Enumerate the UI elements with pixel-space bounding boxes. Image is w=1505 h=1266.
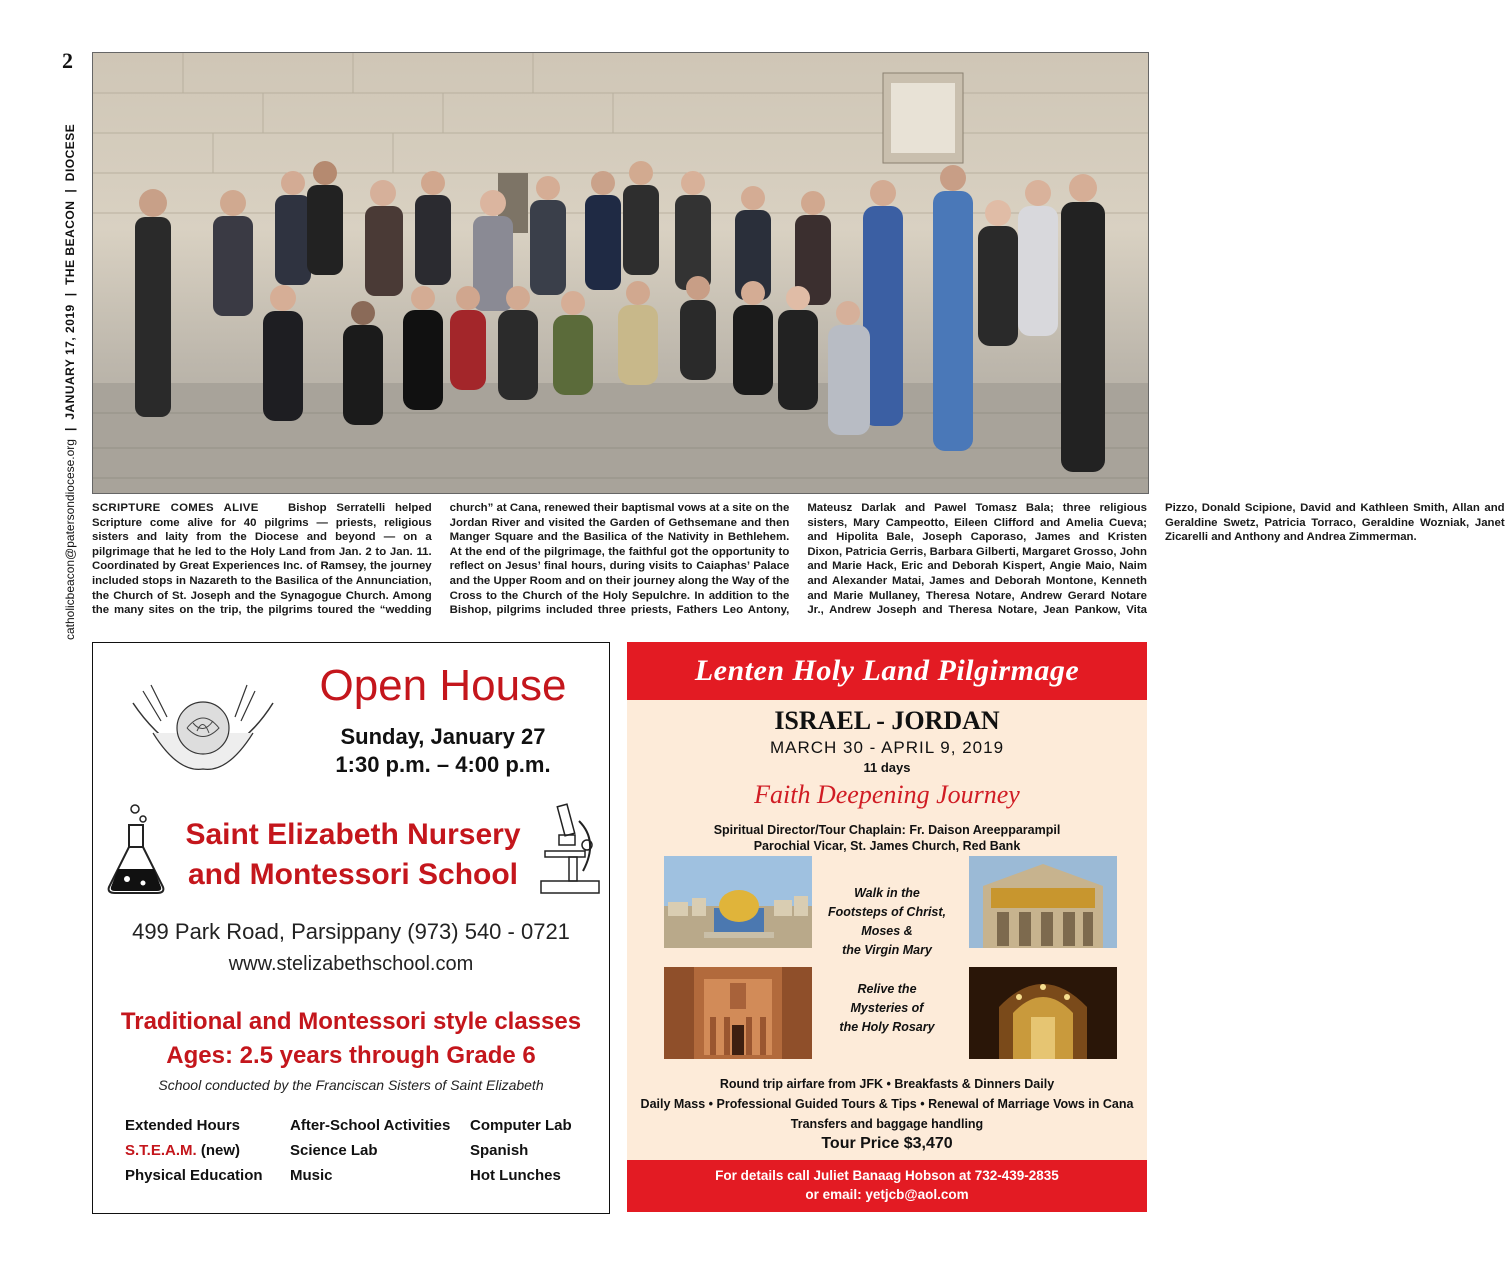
rail-separator: | (63, 427, 77, 432)
microscope-icon (539, 801, 603, 896)
group-photo-illustration (93, 53, 1148, 493)
petra-photo (664, 967, 812, 1059)
rail-section: DIOCESE (63, 123, 77, 182)
school-address-phone: 499 Park Road, Parsippany (973) 540 - 0721 (132, 919, 570, 944)
side-rail (58, 60, 82, 640)
spiritual-director (627, 822, 1147, 854)
dome-of-rock-photo (664, 856, 812, 948)
page-number: 2 (62, 48, 73, 73)
rail-date: JANUARY 17, 2019 (63, 304, 77, 420)
group-photo (92, 52, 1149, 494)
rail-separator: | (63, 189, 77, 193)
open-house-date-time (293, 723, 593, 779)
classes-offered (93, 1005, 609, 1073)
photo-caption (92, 501, 1505, 623)
school-website-link[interactable]: www.stelizabethschool.com (228, 953, 474, 975)
feature-item: Music (290, 1167, 333, 1184)
rail-email[interactable]: catholicbeacon@patersondiocese.org (63, 439, 77, 640)
pilgrimage-duration: 11 days (863, 760, 911, 775)
feature-item: Spanish (470, 1142, 529, 1159)
pilgrimage-tagline: Faith Deepening Journey (754, 780, 1020, 809)
open-house-time: 1:30 p.m. – 4:00 p.m. (335, 752, 551, 777)
open-house-date: Sunday, January 27 (340, 724, 546, 749)
pilgrimage-blurb-rosary: Relive the Mysteries of the Holy Rosary (839, 982, 935, 1034)
feature-item: Hot Lunches (470, 1167, 561, 1184)
open-house-title: Open House (319, 661, 567, 710)
feature-item: Physical Education (125, 1167, 263, 1184)
director-line2: Parochial Vicar, St. James Church, Red Bank (753, 839, 1021, 853)
feature-item: Extended Hours (125, 1117, 241, 1134)
pilgrimage-blurb-footsteps: Walk in the Footsteps of Christ, Moses & the Virgin Mary (827, 886, 947, 957)
rail-paper: THE BEACON (63, 200, 77, 285)
school-name-line1: Saint Elizabeth Nursery (185, 818, 521, 851)
rail-separator: | (63, 292, 77, 297)
feature-item: Science Lab (290, 1142, 378, 1159)
tour-inclusions: Round trip airfare from JFK • Breakfasts & Dinners Daily Daily Mass • Professional Guided Tours & Tips • Renewal of Marriage Vows in Cana Transfers and baggage handling (640, 1077, 1134, 1131)
feature-item: After-School Activities (290, 1117, 451, 1134)
open-house-ad[interactable] (92, 642, 610, 1214)
pilgrimage-ad[interactable] (627, 642, 1147, 1212)
caption-headline: SCRIPTURE COMES ALIVE (92, 502, 259, 514)
pilgrimage-dates: MARCH 30 - APRIL 9, 2019 (769, 738, 1005, 757)
caption-body: Bishop Serratelli helped Scripture come alive for 40 pilgrims — priests, religious sisters and laity from the Diocese and beyond — on a pilgrimage that he led to the Holy Land from Jan. 2 to Jan. 11. Coordinated by Great Experiences Inc. of Ramsey, the journey included stops in Nazareth to the Basilica of the Annunciation, the Church of St. Joseph and the Synagogue Church. Among the many sites on the trip, the pilgrims toured the “wedding church” at Cana, renewed their baptismal vows at a site on the Jordan River and visited the Garden of Gethsemane and then Manger Square and the Basilica of the Nativity in Bethlehem. At the end of the pilgrimage, the faithful got the opportunity to reflect on Jesus’ final hours, during visits to Caiaphas’ Palace and the Upper Room and on their journey along the Way of the Cross to the Church of the Holy Sepulchre. In addition to the Bishop, pilgrims included three priests, Fathers Leo Antony, Mateusz Darlak and Pawel Tomasz Bala; three religious sisters, Mary Campeotto, Eileen Clifford and Amelia Cueva; and Hipolita Bale, Joseph Caporaso, James and Kristen Dixon, Patricia Gerris, Barbara Gilberti, Margaret Grosso, John and Marie Hack, Eric and Deborah Kispert, Angie Maio, Naim and Alexander Matai, James and Deborah Montone, Kenneth and Marie Mullaney, Theresa Notare, Andrew Gerard Notare Jr., Andrew Joseph and Theresa Notare, Jean Pankow, Vita Pizzo, Donald Scipione, David and Kathleen Smith, Allan and Geraldine Swetz, Patricia Torraco, Geraldine Wozniak, Janet Zicarelli and Anthony and Andrea Zimmerman. (92, 502, 1505, 617)
school-features-list (125, 1117, 585, 1184)
feature-item: Computer Lab (470, 1117, 572, 1134)
contact-banner (627, 1160, 1147, 1212)
pilgrimage-destination: ISRAEL - JORDAN (774, 706, 1000, 735)
school-name-line2: and Montessori School (187, 858, 519, 891)
tour-price: Tour Price $3,470 (821, 1135, 953, 1152)
classes-line1: Traditional and Montessori style classes (120, 1008, 582, 1035)
conducted-by: School conducted by the Franciscan Sisters of Saint Elizabeth (158, 1077, 544, 1093)
feature-item: S.T.E.A.M. (new) (125, 1142, 241, 1159)
classes-line2: Ages: 2.5 years through Grade 6 (166, 1042, 536, 1069)
flask-icon (105, 801, 167, 896)
contact-phone[interactable]: For details call Juliet Banaag Hobson at 732-439-2835 (715, 1168, 1059, 1183)
holy-sepulchre-photo (969, 967, 1117, 1059)
basilica-photo (969, 856, 1117, 948)
contact-email[interactable]: or email: yetjcb@aol.com (805, 1187, 969, 1202)
pilgrimage-banner: Lenten Holy Land Pilgirmage (627, 642, 1147, 700)
director-line1: Spiritual Director/Tour Chaplain: Fr. Daison Areepparampil (713, 823, 1061, 837)
school-name (163, 815, 543, 895)
hands-rose-icon (123, 673, 283, 783)
